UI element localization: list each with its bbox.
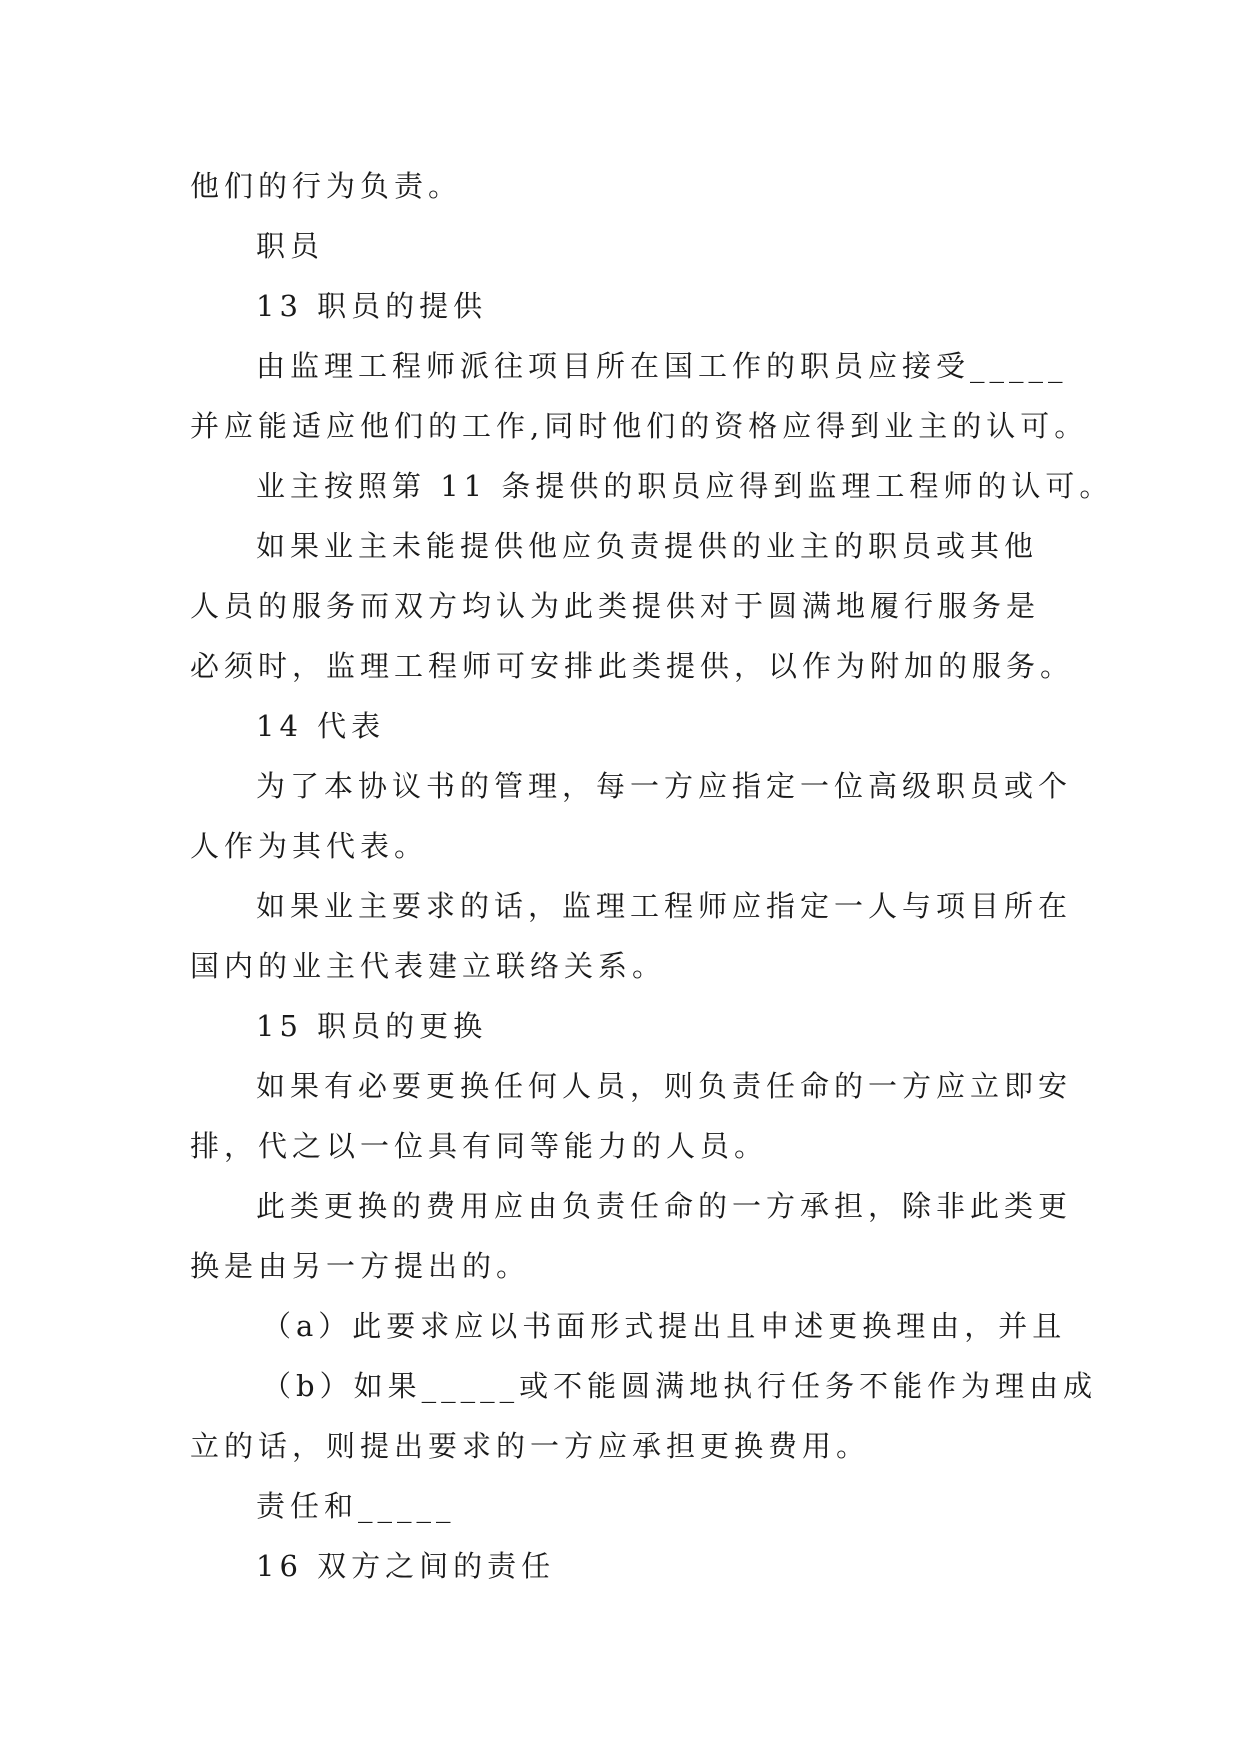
paragraph-line: 业主按照第 11 条提供的职员应得到监理工程师的认可。 [256, 469, 1114, 503]
paragraph-line: 如果业主未能提供他应负责提供的业主的职员或其他 [256, 529, 1039, 563]
paragraph-line: 换是由另一方提出的。 [190, 1249, 531, 1283]
paragraph-line: 此类更换的费用应由负责任命的一方承担，除非此类更 [256, 1189, 1073, 1223]
paragraph-line: 如果业主要求的话，监理工程师应指定一人与项目所在 [256, 889, 1073, 923]
paragraph-line: 国内的业主代表建立联络关系。 [190, 949, 667, 983]
document-body [190, 156, 1114, 1596]
paragraph-line: 并应能适应他们的工作,同时他们的资格应得到业主的认可。 [190, 409, 1089, 443]
clause-heading-15: 15 职员的更换 [256, 1009, 488, 1043]
list-item-b: （b）如果_____或不能圆满地执行任务不能作为理由成 [262, 1369, 1098, 1403]
text-line-continuation: 他们的行为负责。 [190, 169, 463, 203]
paragraph-line: 排，代之以一位具有同等能力的人员。 [190, 1129, 769, 1163]
paragraph-line: 由监理工程师派往项目所在国工作的职员应接受_____ [256, 349, 1068, 383]
clause-heading-13: 13 职员的提供 [256, 289, 488, 323]
paragraph-line: 必须时，监理工程师可安排此类提供，以作为附加的服务。 [190, 649, 1075, 683]
list-item-a: （a）此要求应以书面形式提出且申述更换理由，并且 [262, 1309, 1067, 1343]
paragraph-line: 人员的服务而双方均认为此类提供对于圆满地履行服务是 [190, 589, 1041, 623]
paragraph-line: 立的话，则提出要求的一方应承担更换费用。 [190, 1429, 871, 1463]
paragraph-line: 如果有必要更换任何人员，则负责任命的一方应立即安 [256, 1069, 1073, 1103]
paragraph-line: 人作为其代表。 [190, 829, 429, 863]
section-heading-liability: 责任和_____ [256, 1489, 456, 1523]
clause-heading-14: 14 代表 [256, 709, 386, 743]
paragraph-line: 为了本协议书的管理，每一方应指定一位高级职员或个 [256, 769, 1073, 803]
clause-heading-16: 16 双方之间的责任 [256, 1549, 556, 1583]
section-heading-staff: 职员 [256, 229, 325, 263]
